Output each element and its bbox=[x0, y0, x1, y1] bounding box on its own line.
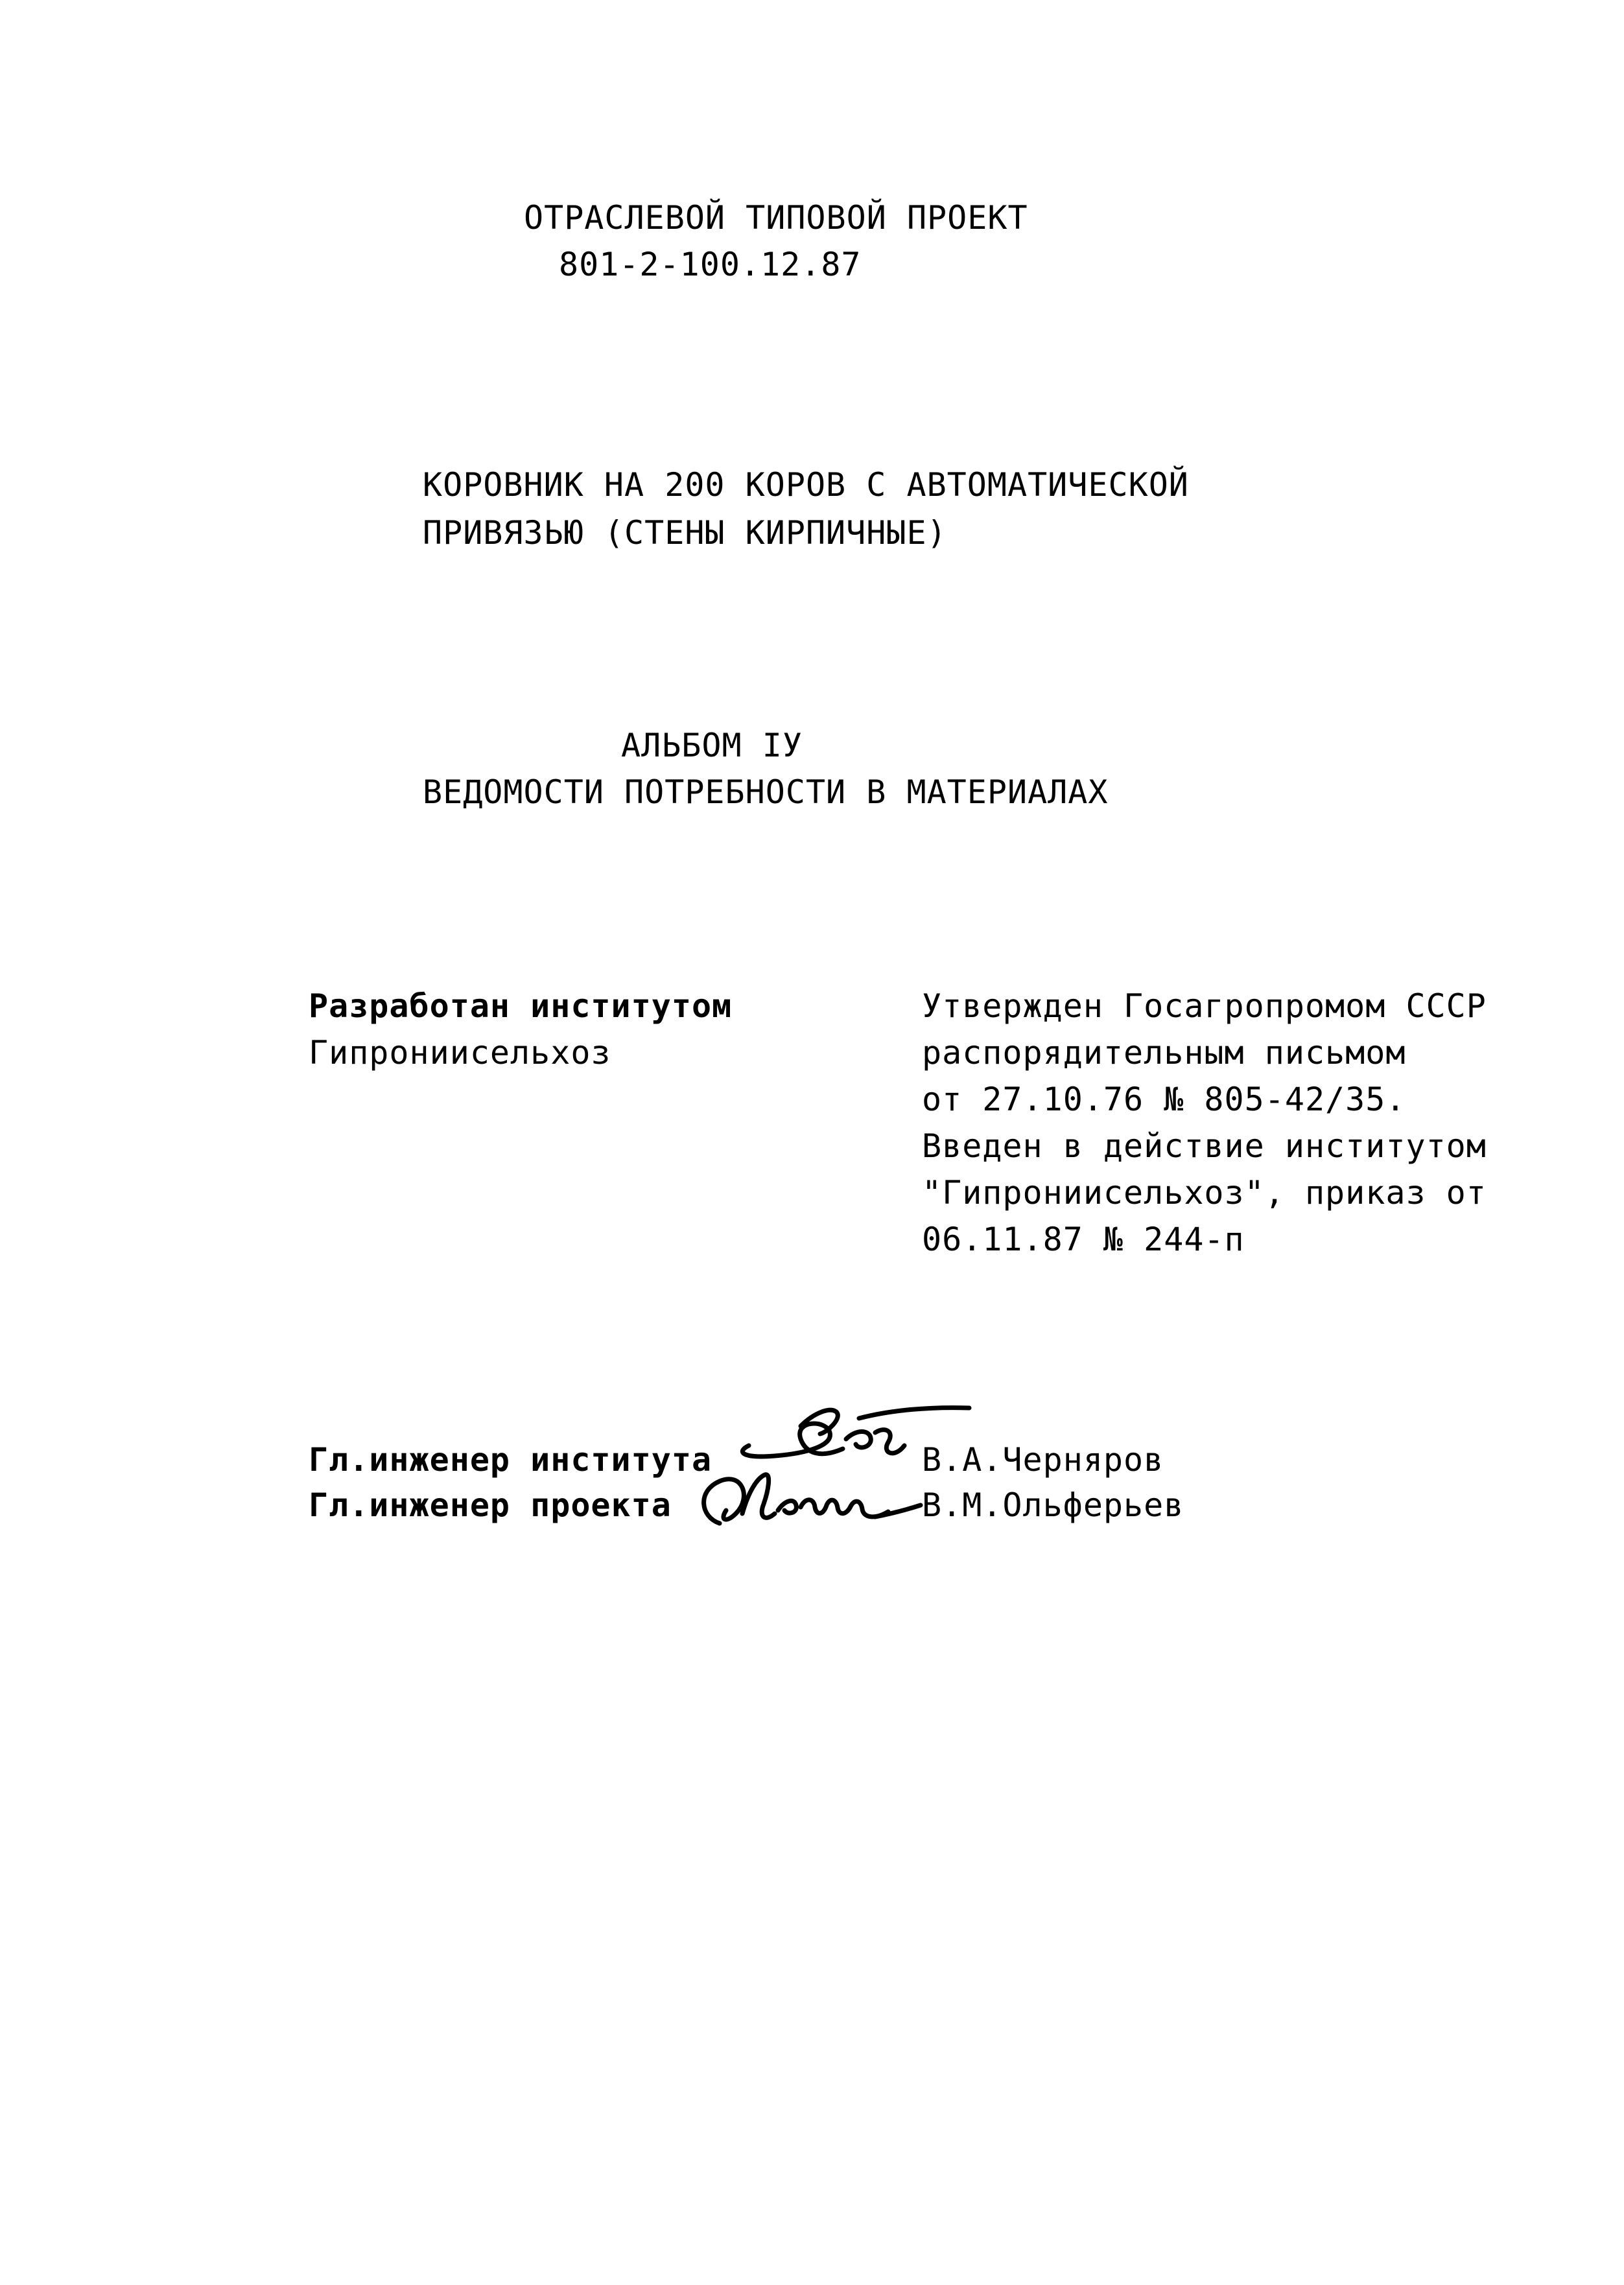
signature-name-project: В.М.Ольферьев bbox=[922, 1486, 1184, 1524]
approved-line-4: Введен в действие институтом bbox=[922, 1127, 1487, 1165]
approved-line-5: "Гипрониисельхоз", приказ от bbox=[922, 1174, 1487, 1212]
approved-line-3: от 27.10.76 № 805-42/35. bbox=[922, 1081, 1406, 1118]
approved-line-1: Утвержден Госагропромом СССР bbox=[922, 987, 1487, 1025]
approved-line-2: распорядительным письмом bbox=[922, 1034, 1406, 1072]
signature-name-institute: В.А.Черняров bbox=[922, 1441, 1164, 1479]
signature-role-project: Гл.инженер проекта bbox=[309, 1486, 672, 1524]
album-number: АЛЬБОМ IУ bbox=[621, 727, 803, 764]
signature-role-institute: Гл.инженер института bbox=[309, 1441, 712, 1479]
developer-institute: Гипрониисельхоз bbox=[309, 1034, 611, 1072]
developed-by-label: Разработан институтом bbox=[309, 987, 733, 1025]
approved-line-6: 06.11.87 № 244-п bbox=[922, 1221, 1245, 1258]
handwritten-signature-project bbox=[681, 1452, 934, 1543]
header-line-1: ОТРАСЛЕВОЙ ТИПОВОЙ ПРОЕКТ bbox=[524, 199, 1028, 237]
album-title: ВЕДОМОСТИ ПОТРЕБНОСТИ В МАТЕРИАЛАХ bbox=[423, 773, 1109, 811]
title-line-1: КОРОВНИК НА 200 КОРОВ С АВТОМАТИЧЕСКОЙ bbox=[423, 466, 1189, 504]
title-line-2: ПРИВЯЗЬЮ (СТЕНЫ КИРПИЧНЫЕ) bbox=[423, 514, 947, 552]
project-number: 801-2-100.12.87 bbox=[559, 246, 862, 283]
